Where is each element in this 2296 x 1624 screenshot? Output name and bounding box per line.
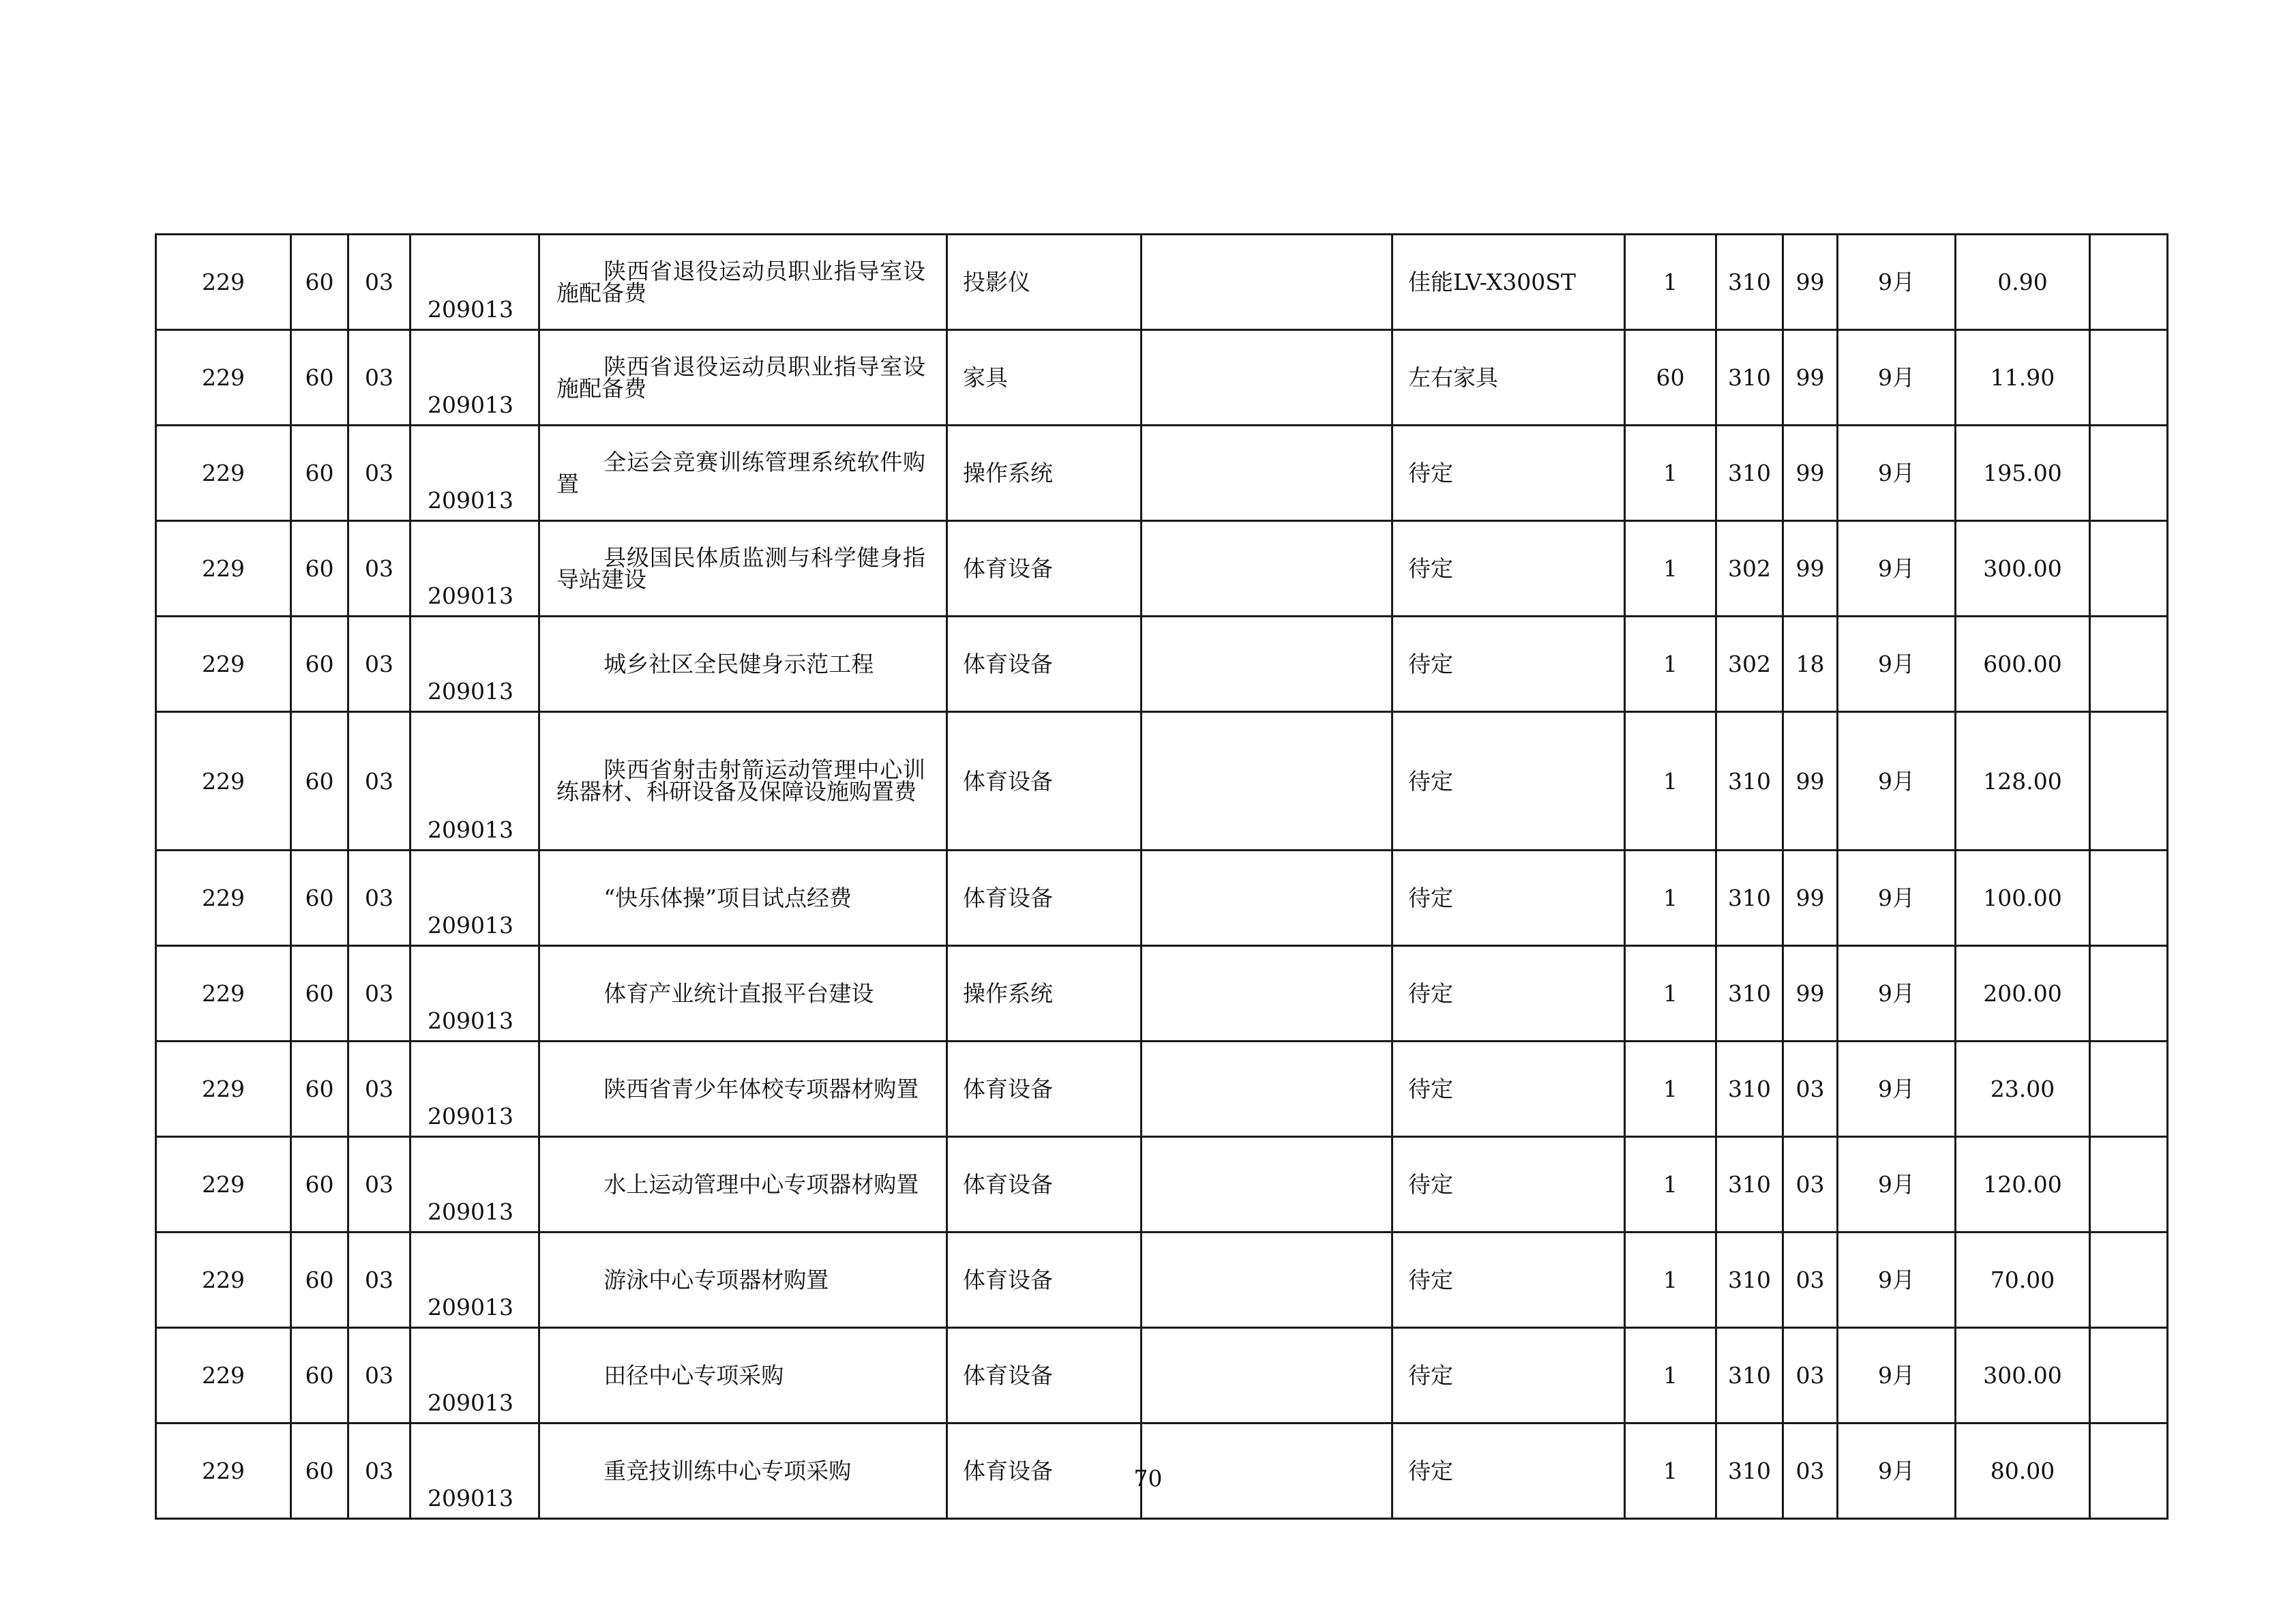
function-type-cell: 60 — [291, 521, 348, 617]
month-cell: 9月 — [1838, 1042, 1956, 1137]
brand-cell: 待定 — [1392, 712, 1625, 851]
function-type-cell: 60 — [291, 1137, 348, 1232]
function-item-cell: 03 — [348, 426, 411, 521]
project-name-cell: 陕西省退役运动员职业指导室设施配备费 — [539, 235, 947, 330]
spec-cell — [1142, 617, 1392, 712]
project-name-cell: 全运会竞赛训练管理系统软件购置 — [539, 426, 947, 521]
note-cell — [2090, 521, 2168, 617]
function-item-cell: 03 — [348, 617, 411, 712]
spec-cell — [1142, 1137, 1392, 1232]
item-name-cell: 体育设备 — [947, 712, 1142, 851]
note-cell — [2090, 712, 2168, 851]
quantity-cell: 1 — [1625, 1042, 1716, 1137]
function-type-cell: 60 — [291, 1328, 348, 1423]
econ-class-cell: 310 — [1716, 426, 1783, 521]
brand-cell: 待定 — [1392, 946, 1625, 1042]
function-type-cell: 60 — [291, 426, 348, 521]
table-row — [156, 521, 2168, 617]
unit-code-cell: 209013 — [411, 426, 539, 521]
amount-cell: 100.00 — [1956, 851, 2090, 946]
econ-class-cell: 310 — [1716, 1423, 1783, 1519]
quantity-cell: 1 — [1625, 946, 1716, 1042]
note-cell — [2090, 946, 2168, 1042]
econ-class-cell: 310 — [1716, 330, 1783, 426]
note-cell — [2090, 1137, 2168, 1232]
brand-cell: 待定 — [1392, 1042, 1625, 1137]
month-cell: 9月 — [1838, 1137, 1956, 1232]
function-type-cell: 60 — [291, 617, 348, 712]
project-name-cell: 陕西省射击射箭运动管理中心训练器材、科研设备及保障设施购置费 — [539, 712, 947, 851]
quantity-cell: 60 — [1625, 330, 1716, 426]
spec-cell — [1142, 946, 1392, 1042]
spec-cell — [1142, 1042, 1392, 1137]
table-row — [156, 330, 2168, 426]
amount-cell: 23.00 — [1956, 1042, 2090, 1137]
note-cell — [2090, 235, 2168, 330]
function-type-cell: 60 — [291, 330, 348, 426]
econ-class-cell: 310 — [1716, 851, 1783, 946]
econ-item-cell: 99 — [1783, 712, 1838, 851]
unit-code-cell: 209013 — [411, 1042, 539, 1137]
spec-cell — [1142, 521, 1392, 617]
amount-cell: 300.00 — [1956, 521, 2090, 617]
brand-cell: 待定 — [1392, 521, 1625, 617]
month-cell: 9月 — [1838, 235, 1956, 330]
note-cell — [2090, 330, 2168, 426]
quantity-cell: 1 — [1625, 1137, 1716, 1232]
econ-item-cell: 99 — [1783, 235, 1838, 330]
table-row — [156, 617, 2168, 712]
amount-cell: 300.00 — [1956, 1328, 2090, 1423]
quantity-cell: 1 — [1625, 851, 1716, 946]
month-cell: 9月 — [1838, 1232, 1956, 1328]
brand-cell: 佳能LV-X300ST — [1392, 235, 1625, 330]
brand-cell: 待定 — [1392, 1328, 1625, 1423]
function-class-cell: 229 — [156, 1328, 291, 1423]
function-class-cell: 229 — [156, 617, 291, 712]
function-type-cell: 60 — [291, 235, 348, 330]
econ-class-cell: 310 — [1716, 1328, 1783, 1423]
quantity-cell: 1 — [1625, 235, 1716, 330]
quantity-cell: 1 — [1625, 426, 1716, 521]
econ-item-cell: 03 — [1783, 1328, 1838, 1423]
amount-cell: 200.00 — [1956, 946, 2090, 1042]
quantity-cell: 1 — [1625, 712, 1716, 851]
econ-class-cell: 302 — [1716, 521, 1783, 617]
item-name-cell: 操作系统 — [947, 946, 1142, 1042]
function-item-cell: 03 — [348, 851, 411, 946]
function-type-cell: 60 — [291, 946, 348, 1042]
note-cell — [2090, 617, 2168, 712]
amount-cell: 128.00 — [1956, 712, 2090, 851]
unit-code-cell: 209013 — [411, 712, 539, 851]
function-item-cell: 03 — [348, 712, 411, 851]
amount-cell: 11.90 — [1956, 330, 2090, 426]
amount-cell: 195.00 — [1956, 426, 2090, 521]
brand-cell: 待定 — [1392, 1137, 1625, 1232]
spec-cell — [1142, 1232, 1392, 1328]
unit-code-cell: 209013 — [411, 1328, 539, 1423]
unit-code-cell: 209013 — [411, 330, 539, 426]
project-name-cell: “快乐体操”项目试点经费 — [539, 851, 947, 946]
page-number: 70 — [1133, 1465, 1163, 1492]
month-cell: 9月 — [1838, 946, 1956, 1042]
quantity-cell: 1 — [1625, 1423, 1716, 1519]
function-item-cell: 03 — [348, 521, 411, 617]
function-class-cell: 229 — [156, 1423, 291, 1519]
project-name-cell: 田径中心专项采购 — [539, 1328, 947, 1423]
quantity-cell: 1 — [1625, 1232, 1716, 1328]
econ-class-cell: 310 — [1716, 1232, 1783, 1328]
econ-item-cell: 18 — [1783, 617, 1838, 712]
brand-cell: 待定 — [1392, 1423, 1625, 1519]
spec-cell — [1142, 330, 1392, 426]
function-class-cell: 229 — [156, 1232, 291, 1328]
function-class-cell: 229 — [156, 521, 291, 617]
function-item-cell: 03 — [348, 1042, 411, 1137]
econ-class-cell: 310 — [1716, 1042, 1783, 1137]
econ-class-cell: 310 — [1716, 1137, 1783, 1232]
month-cell: 9月 — [1838, 1328, 1956, 1423]
function-item-cell: 03 — [348, 1328, 411, 1423]
project-name-cell: 陕西省退役运动员职业指导室设施配备费 — [539, 330, 947, 426]
unit-code-cell: 209013 — [411, 235, 539, 330]
note-cell — [2090, 851, 2168, 946]
project-name-cell: 县级国民体质监测与科学健身指导站建设 — [539, 521, 947, 617]
project-name-cell: 城乡社区全民健身示范工程 — [539, 617, 947, 712]
table-row — [156, 1232, 2168, 1328]
econ-item-cell: 99 — [1783, 946, 1838, 1042]
item-name-cell: 体育设备 — [947, 521, 1142, 617]
note-cell — [2090, 426, 2168, 521]
quantity-cell: 1 — [1625, 1328, 1716, 1423]
month-cell: 9月 — [1838, 521, 1956, 617]
econ-class-cell: 310 — [1716, 712, 1783, 851]
brand-cell: 待定 — [1392, 1232, 1625, 1328]
table-row — [156, 235, 2168, 330]
function-class-cell: 229 — [156, 235, 291, 330]
spec-cell — [1142, 712, 1392, 851]
amount-cell: 0.90 — [1956, 235, 2090, 330]
function-type-cell: 60 — [291, 1423, 348, 1519]
function-item-cell: 03 — [348, 1232, 411, 1328]
quantity-cell: 1 — [1625, 617, 1716, 712]
brand-cell: 待定 — [1392, 617, 1625, 712]
month-cell: 9月 — [1838, 1423, 1956, 1519]
item-name-cell: 投影仪 — [947, 235, 1142, 330]
econ-class-cell: 302 — [1716, 617, 1783, 712]
econ-item-cell: 03 — [1783, 1423, 1838, 1519]
month-cell: 9月 — [1838, 851, 1956, 946]
project-name-cell: 水上运动管理中心专项器材购置 — [539, 1137, 947, 1232]
econ-class-cell: 310 — [1716, 946, 1783, 1042]
function-item-cell: 03 — [348, 946, 411, 1042]
item-name-cell: 体育设备 — [947, 1232, 1142, 1328]
item-name-cell: 体育设备 — [947, 1423, 1142, 1519]
function-type-cell: 60 — [291, 1042, 348, 1137]
econ-item-cell: 03 — [1783, 1042, 1838, 1137]
amount-cell: 600.00 — [1956, 617, 2090, 712]
month-cell: 9月 — [1838, 426, 1956, 521]
quantity-cell: 1 — [1625, 521, 1716, 617]
unit-code-cell: 209013 — [411, 1232, 539, 1328]
item-name-cell: 体育设备 — [947, 1042, 1142, 1137]
item-name-cell: 操作系统 — [947, 426, 1142, 521]
econ-item-cell: 03 — [1783, 1137, 1838, 1232]
project-name-cell: 游泳中心专项器材购置 — [539, 1232, 947, 1328]
function-item-cell: 03 — [348, 235, 411, 330]
table-row — [156, 946, 2168, 1042]
item-name-cell: 体育设备 — [947, 851, 1142, 946]
econ-item-cell: 03 — [1783, 1232, 1838, 1328]
table-row — [156, 851, 2168, 946]
function-type-cell: 60 — [291, 712, 348, 851]
spec-cell — [1142, 851, 1392, 946]
month-cell: 9月 — [1838, 712, 1956, 851]
project-name-cell: 体育产业统计直报平台建设 — [539, 946, 947, 1042]
table-row — [156, 426, 2168, 521]
unit-code-cell: 209013 — [411, 1137, 539, 1232]
project-name-cell: 重竞技训练中心专项采购 — [539, 1423, 947, 1519]
table-row — [156, 1042, 2168, 1137]
table-row — [156, 1137, 2168, 1232]
spec-cell — [1142, 1328, 1392, 1423]
function-class-cell: 229 — [156, 330, 291, 426]
function-class-cell: 229 — [156, 426, 291, 521]
function-item-cell: 03 — [348, 1423, 411, 1519]
unit-code-cell: 209013 — [411, 617, 539, 712]
table-row — [156, 1328, 2168, 1423]
item-name-cell: 体育设备 — [947, 1328, 1142, 1423]
amount-cell: 80.00 — [1956, 1423, 2090, 1519]
spec-cell — [1142, 235, 1392, 330]
econ-item-cell: 99 — [1783, 426, 1838, 521]
econ-class-cell: 310 — [1716, 235, 1783, 330]
unit-code-cell: 209013 — [411, 946, 539, 1042]
function-type-cell: 60 — [291, 1232, 348, 1328]
function-type-cell: 60 — [291, 851, 348, 946]
brand-cell: 左右家具 — [1392, 330, 1625, 426]
amount-cell: 70.00 — [1956, 1232, 2090, 1328]
econ-item-cell: 99 — [1783, 851, 1838, 946]
spec-cell — [1142, 426, 1392, 521]
function-class-cell: 229 — [156, 1042, 291, 1137]
amount-cell: 120.00 — [1956, 1137, 2090, 1232]
function-class-cell: 229 — [156, 1137, 291, 1232]
brand-cell: 待定 — [1392, 851, 1625, 946]
month-cell: 9月 — [1838, 330, 1956, 426]
item-name-cell: 体育设备 — [947, 1137, 1142, 1232]
function-class-cell: 229 — [156, 946, 291, 1042]
note-cell — [2090, 1328, 2168, 1423]
function-item-cell: 03 — [348, 330, 411, 426]
function-class-cell: 229 — [156, 851, 291, 946]
item-name-cell: 家具 — [947, 330, 1142, 426]
item-name-cell: 体育设备 — [947, 617, 1142, 712]
unit-code-cell: 209013 — [411, 521, 539, 617]
note-cell — [2090, 1232, 2168, 1328]
project-name-cell: 陕西省青少年体校专项器材购置 — [539, 1042, 947, 1137]
month-cell: 9月 — [1838, 617, 1956, 712]
unit-code-cell: 209013 — [411, 851, 539, 946]
function-item-cell: 03 — [348, 1137, 411, 1232]
table-row — [156, 712, 2168, 851]
brand-cell: 待定 — [1392, 426, 1625, 521]
note-cell — [2090, 1042, 2168, 1137]
econ-item-cell: 99 — [1783, 330, 1838, 426]
econ-item-cell: 99 — [1783, 521, 1838, 617]
function-class-cell: 229 — [156, 712, 291, 851]
unit-code-cell: 209013 — [411, 1423, 539, 1519]
procurement-table — [155, 233, 2168, 1520]
